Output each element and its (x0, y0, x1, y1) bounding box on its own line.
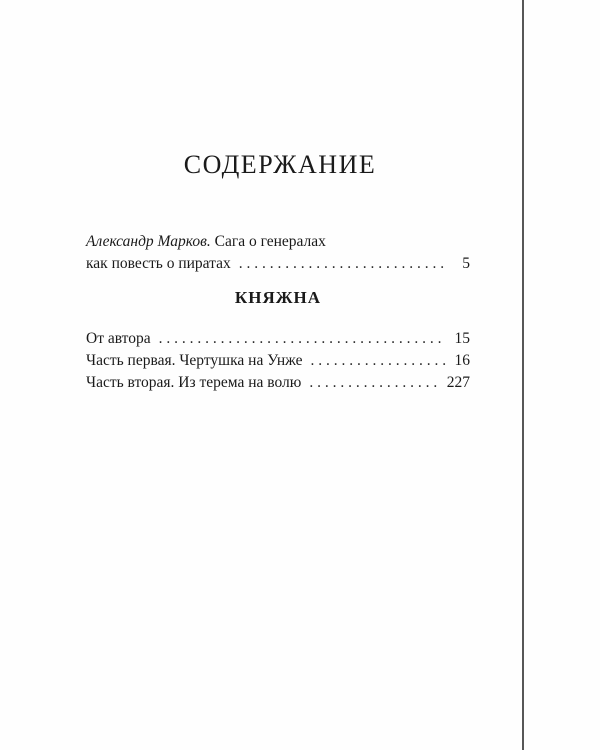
toc-entry-label: Часть вторая. Из терема на волю (86, 374, 302, 391)
page-edge-line (522, 0, 524, 750)
toc-entry (86, 328, 470, 350)
intro-page-number: 5 (462, 255, 470, 272)
page-title: СОДЕРЖАНИЕ (183, 150, 377, 179)
toc-entry-page: 227 (446, 374, 470, 391)
leader-dots (311, 350, 447, 372)
intro-entry-line2 (86, 253, 470, 275)
intro-title-line1: Сага о генералах (214, 233, 326, 250)
toc-entry-page: 16 (454, 352, 470, 369)
intro-entry-line1 (86, 231, 470, 253)
leader-dots (309, 372, 440, 394)
toc-entry-label: От автора (86, 330, 151, 347)
section-entries (86, 328, 470, 394)
toc-entry-page: 15 (454, 330, 470, 347)
leader-dots (239, 253, 446, 275)
toc-entry-label: Часть первая. Чертушка на Унже (86, 352, 303, 369)
intro-author: Александр Марков. (86, 233, 211, 250)
section-heading: КНЯЖНА (234, 288, 322, 307)
toc-entry (86, 350, 470, 372)
toc-entry (86, 372, 470, 394)
intro-title-line2: как повесть о пиратах (86, 255, 231, 272)
leader-dots (159, 328, 446, 350)
intro-entry (86, 231, 470, 275)
